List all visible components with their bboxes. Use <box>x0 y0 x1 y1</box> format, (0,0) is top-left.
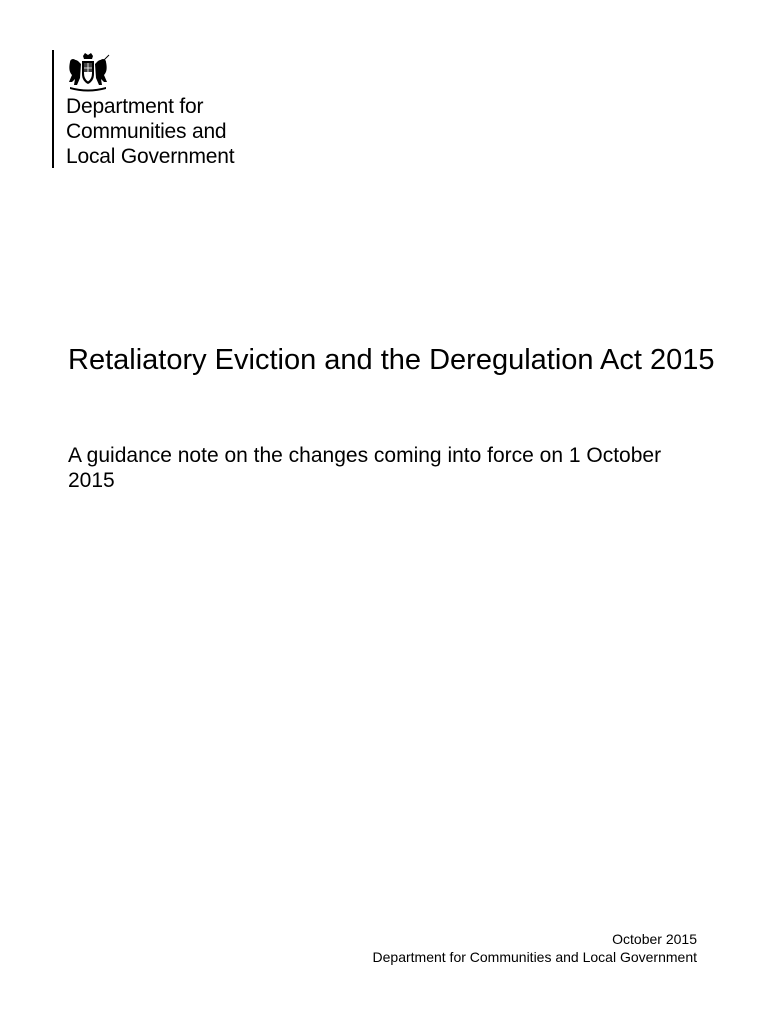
publication-footer <box>373 930 697 966</box>
document-title: Retaliatory Eviction and the Deregulation Act 2015 <box>68 344 715 376</box>
department-logo <box>52 50 312 170</box>
department-name-line-2: Communities and <box>66 120 227 143</box>
publisher-name: Department for Communities and Local Government <box>372 949 697 965</box>
department-name-line-3: Local Government <box>66 145 235 168</box>
publication-date: October 2015 <box>612 931 697 947</box>
document-subtitle: A guidance note on the changes coming into force on 1 October 2015 <box>68 444 662 492</box>
royal-coat-of-arms-icon <box>64 52 112 92</box>
department-name-line-1: Department for <box>66 95 204 118</box>
department-name <box>66 94 234 169</box>
logo-divider <box>52 50 54 168</box>
